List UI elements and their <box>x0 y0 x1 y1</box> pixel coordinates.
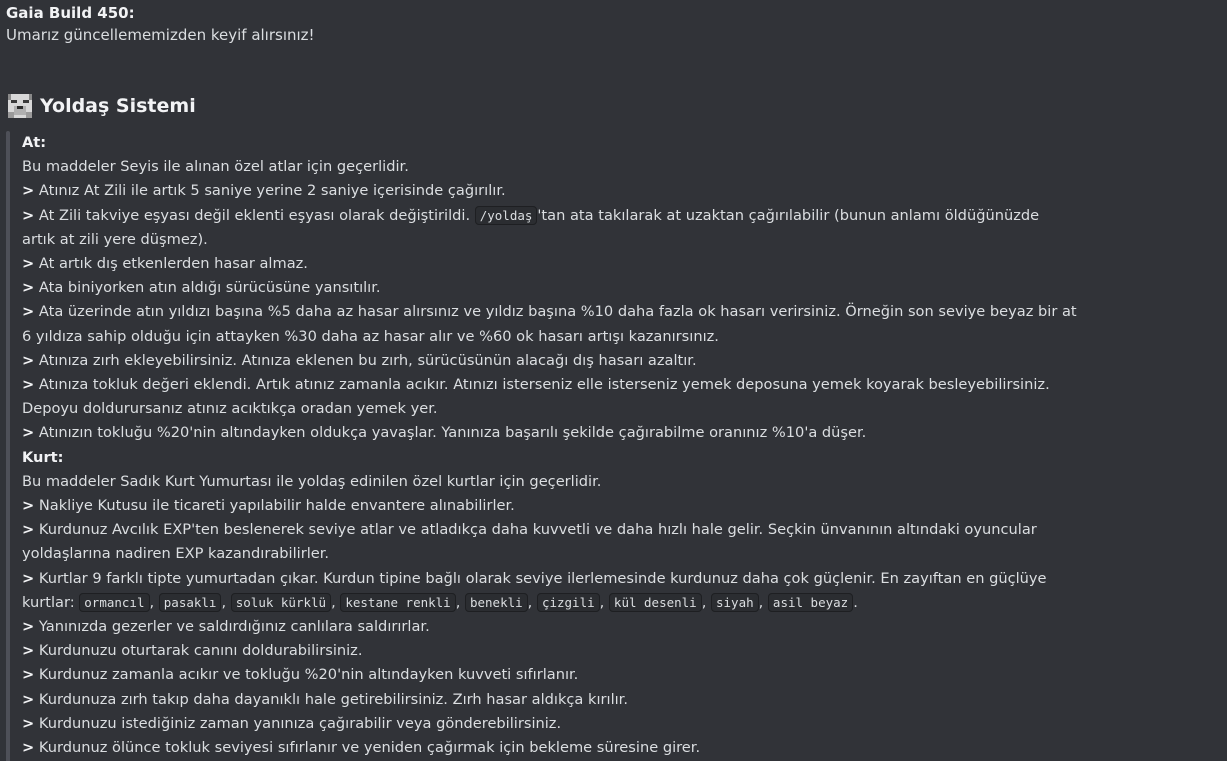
list-item: > Kurdunuza zırh takıp daha dayanıklı hale getirebilirsiniz. Zırh hasar aldıkça kırılır. <box>22 690 628 708</box>
quote-marker: > <box>22 206 35 224</box>
list-item: > Ata üzerinde atın yıldızı başına %5 daha az hasar alırsınız ve yıldız başına %10 daha fazla ok hasarı verirsiniz. Örneğin son seviye beyaz bir at <box>22 303 1077 321</box>
quote-marker: > <box>22 642 35 660</box>
section-header <box>8 92 196 120</box>
build-subtitle: Umarız güncellememizden keyif alırsınız! <box>6 26 315 44</box>
list-item-cont: Depoyu doldurursanız atınız acıktıkça oradan yemek yer. <box>22 400 438 418</box>
list-item-cont: yoldaşlarına nadiren EXP kazandırabilirler. <box>22 545 330 563</box>
quote-marker: > <box>22 666 35 684</box>
list-item: > Kurdunuz ölünce tokluk seviyesi sıfırlanır ve yeniden çağırmak için bekleme süresine girer. <box>22 739 701 757</box>
wolf-type-code: çizgili <box>537 593 600 612</box>
quote-marker: > <box>22 376 35 394</box>
quote-marker: > <box>22 569 35 587</box>
wolf-type-code: kestane renkli <box>340 593 455 612</box>
quote-marker: > <box>22 497 35 515</box>
build-header <box>6 2 315 46</box>
blockquote <box>6 131 1086 761</box>
wolf-type-code: asil beyaz <box>768 593 853 612</box>
wolf-type-code: ormancıl <box>79 593 149 612</box>
quote-bar <box>6 131 10 761</box>
wolf-type-code: benekli <box>465 593 528 612</box>
wolf-type-code: kül desenli <box>609 593 702 612</box>
section-title: Yoldaş Sistemi <box>40 95 196 117</box>
list-item-cont: artık at zili yere düşmez). <box>22 230 208 248</box>
quote-marker: > <box>22 279 35 297</box>
list-item: > Atınızın tokluğu %20'nin altındayken oldukça yavaşlar. Yanınıza başarılı şekilde çağırabilme oranınız %10'a düşer. <box>22 424 867 442</box>
quote-marker: > <box>22 182 35 200</box>
list-item: > Atınız At Zili ile artık 5 saniye yerine 2 saniye içerisinde çağırılır. <box>22 182 506 200</box>
wolf-intro: Bu maddeler Sadık Kurt Yumurtası ile yoldaş edinilen özel kurtlar için geçerlidir. <box>22 472 602 490</box>
quote-marker: > <box>22 521 35 539</box>
list-item: > Nakliye Kutusu ile ticareti yapılabilir halde envantere alınabilirler. <box>22 497 515 515</box>
list-item: > Kurdunuzu oturtarak canını doldurabilirsiniz. <box>22 642 363 660</box>
quote-marker: > <box>22 255 35 273</box>
list-item: > Ata biniyorken atın aldığı sürücüsüne yansıtılır. <box>22 279 381 297</box>
command-code: /yoldaş <box>475 206 538 225</box>
wolf-types-line: kurtlar: ormancıl , pasaklı , soluk kürklü , kestane renkli , benekli , çizgili , kül desenli , siyah , asil beyaz . <box>22 593 858 611</box>
list-item: > At artık dış etkenlerden hasar almaz. <box>22 255 308 273</box>
wolf-icon <box>8 94 32 118</box>
list-item: > Kurdunuz zamanla acıkır ve tokluğu %20'nin altındayken kuvveti sıfırlanır. <box>22 666 579 684</box>
list-item: > Kurdunuz Avcılık EXP'ten beslenerek seviye atlar ve atladıkça daha kuvvetli ve daha hızlı hale gelir. Seçkin ünvanının altındaki oyuncular <box>22 521 1037 539</box>
list-item: > Yanınızda gezerler ve saldırdığınız canlılara saldırırlar. <box>22 618 430 636</box>
quote-marker: > <box>22 351 35 369</box>
quote-content <box>22 131 1077 760</box>
wolf-header: Kurt: <box>22 448 64 466</box>
horse-header: At: <box>22 134 47 151</box>
quote-marker: > <box>22 303 35 321</box>
build-title: Gaia Build 450: <box>6 4 135 22</box>
list-item: > Atınıza zırh ekleyebilirsiniz. Atınıza eklenen bu zırh, sürücüsünün alacağı dış hasarı azaltır. <box>22 351 697 369</box>
list-item: > Kurtlar 9 farklı tipte yumurtadan çıkar. Kurdun tipine bağlı olarak seviye ilerlemesinde kurdunuz daha çok güçlenir. En zayıftan en güçlüye <box>22 569 1047 587</box>
quote-marker: > <box>22 618 35 636</box>
list-item: > Kurdunuzu istediğiniz zaman yanınıza çağırabilir veya gönderebilirsiniz. <box>22 714 562 732</box>
quote-marker: > <box>22 424 35 442</box>
list-item-cont: 6 yıldıza sahip olduğu için attayken %30 daha az hasar alır ve %60 ok hasarı artışı kazanırsınız. <box>22 327 719 345</box>
list-item: > Atınıza tokluk değeri eklendi. Artık atınız zamanla acıkır. Atınızı isterseniz elle isterseniz yemek deposuna yemek koyarak besleyebilirsiniz. <box>22 376 1050 394</box>
wolf-type-code: soluk kürklü <box>231 593 331 612</box>
quote-marker: > <box>22 739 35 757</box>
list-item: > At Zili takviye eşyası değil eklenti eşyası olarak değiştirildi. /yoldaş 'tan ata takılarak at uzaktan çağırılabilir (bunun anlamı öldüğünüzde <box>22 206 1040 224</box>
quote-marker: > <box>22 714 35 732</box>
wolf-type-code: pasaklı <box>159 593 222 612</box>
horse-intro: Bu maddeler Seyis ile alınan özel atlar için geçerlidir. <box>22 158 409 176</box>
quote-marker: > <box>22 690 35 708</box>
wolf-type-code: siyah <box>711 593 759 612</box>
